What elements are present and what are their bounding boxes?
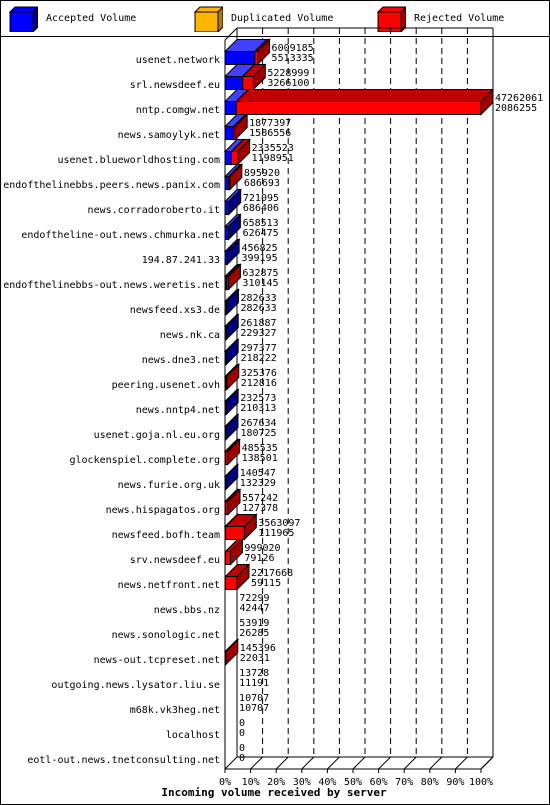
category-label: news.nntp4.net: [135, 405, 220, 416]
bar-rejected: [236, 90, 493, 115]
category-label: news.netfront.net: [117, 580, 220, 591]
tick-label: 40%: [318, 777, 337, 788]
value-label-offered: 282633: [240, 293, 277, 304]
value-label-accepted: 138501: [241, 453, 278, 464]
category-label: newsfeed.xs3.de: [129, 305, 220, 316]
bar-accepted-side: [226, 340, 238, 365]
tick-label: 100%: [468, 777, 494, 788]
bar-accepted-front: [225, 177, 229, 190]
bar-rejected-front: [234, 127, 236, 140]
bar-accepted-front: [225, 302, 227, 315]
x-ticks: [3, 43, 543, 788]
bar-rejected-front: [227, 277, 229, 290]
bar-accepted-front: [225, 327, 226, 340]
axis-left-depth: [225, 28, 237, 40]
bar-accepted: [225, 340, 238, 365]
bar-accepted-front: [225, 202, 229, 215]
value-label-accepted: 127378: [242, 503, 279, 514]
bar-accepted-side: [226, 415, 238, 440]
value-label-accepted: 282633: [240, 303, 277, 314]
value-label-accepted: 0: [239, 728, 246, 739]
value-label-accepted: 1586556: [249, 128, 292, 139]
value-label-accepted: 626475: [242, 228, 279, 239]
value-label-offered: 232573: [240, 393, 277, 404]
category-label: endofthelinebbs.peers.news.panix.com: [3, 180, 220, 191]
bar-rejected: [226, 515, 257, 540]
bar-rejected-front: [231, 152, 237, 165]
bar-accepted-front: [225, 227, 228, 240]
value-label-offered: 6009185: [271, 43, 314, 54]
value-label-offered: 0: [239, 743, 246, 754]
value-label-accepted: 79126: [244, 553, 275, 564]
value-label-offered: 72299: [239, 593, 270, 604]
category-label: outgoing.news.lysator.liu.se: [51, 680, 220, 691]
value-label-offered: 658513: [242, 218, 279, 229]
value-label-accepted: 399195: [241, 253, 278, 264]
value-label-offered: 13728: [239, 668, 270, 679]
category-label: news.dne3.net: [141, 355, 220, 366]
category-label: news.corradoroberto.it: [87, 205, 220, 216]
category-label: 194.87.241.33: [141, 255, 220, 266]
bar-accepted: [225, 390, 238, 415]
value-label-accepted: 26285: [239, 628, 270, 639]
legend-label-rejected: Rejected Volume: [414, 12, 505, 24]
value-label-accepted: 22031: [239, 653, 270, 664]
category-label: usenet.network: [135, 55, 220, 66]
value-label-offered: 3563097: [258, 518, 301, 529]
category-label: news.nk.ca: [159, 330, 220, 341]
category-label: nntp.comgw.net: [135, 105, 220, 116]
bar-rejected-side: [226, 640, 238, 665]
bar-rejected-front: [225, 652, 226, 665]
value-label-offered: 895920: [243, 168, 280, 179]
category-label: peering.usenet.ovh: [111, 380, 220, 391]
category-label: glockenspiel.complete.org: [69, 455, 220, 466]
bar-rejected-front: [229, 177, 230, 190]
category-label: news.hispagatos.org: [105, 505, 220, 516]
bar-accepted-front: [225, 127, 234, 140]
tick-depth: [481, 757, 493, 769]
value-label-accepted: 59115: [251, 578, 282, 589]
value-label-accepted: 5513335: [271, 53, 314, 64]
value-label-offered: 10707: [239, 693, 270, 704]
value-label-accepted: 11191: [239, 678, 270, 689]
tick-depth: [327, 757, 339, 769]
bar-rejected: [225, 565, 249, 590]
category-label: eotl-out.news.tnetconsulting.net: [27, 755, 220, 766]
category-label: news.bbs.nz: [153, 605, 220, 616]
value-label-accepted: 111965: [258, 528, 295, 539]
category-label: news.samoylyk.net: [117, 130, 220, 141]
category-label: endoftheline-out.news.chmurka.net: [21, 230, 220, 241]
category-label: usenet.goja.nl.eu.org: [93, 430, 220, 441]
value-label-offered: 557242: [242, 493, 279, 504]
tick-depth: [251, 757, 263, 769]
bar-accepted-front: [225, 77, 243, 90]
category-label: newsfeed.bofh.team: [111, 530, 220, 541]
tick-label: 90%: [446, 777, 465, 788]
bar-accepted-side: [226, 465, 238, 490]
value-label-offered: 267634: [240, 418, 277, 429]
legend-label-duplicated: Duplicated Volume: [231, 12, 334, 24]
bar-accepted-front: [225, 352, 226, 365]
bar-rejected-front: [255, 52, 258, 65]
value-label-accepted: 229327: [240, 328, 277, 339]
x-axis-label: Incoming volume received by server: [161, 786, 387, 799]
bar-rejected-front: [225, 552, 230, 565]
value-label-accepted: 210313: [240, 403, 277, 414]
bar-rejected-front: [226, 377, 227, 390]
value-label-offered: 456825: [241, 243, 278, 254]
bar-accepted-side: [226, 315, 238, 340]
value-label-offered: 2217668: [251, 568, 294, 579]
bar-accepted: [225, 465, 238, 490]
category-label: localhost: [165, 730, 220, 741]
bar-accepted-front: [225, 477, 226, 490]
bar-accepted: [225, 315, 238, 340]
bar-accepted-front: [225, 52, 255, 65]
value-label-offered: 632875: [242, 268, 279, 279]
tick-label: 50%: [343, 777, 363, 788]
bar-rejected: [225, 540, 242, 565]
bar-rejected-top: [236, 90, 493, 102]
value-label-offered: 261887: [240, 318, 277, 329]
value-label-offered: 53919: [239, 618, 270, 629]
category-label: usenet.blueworldhosting.com: [57, 155, 220, 166]
value-label-accepted: 132329: [239, 478, 276, 489]
value-label-accepted: 3266100: [267, 78, 310, 89]
value-label-accepted: 218222: [240, 353, 277, 364]
tick-label: 60%: [369, 777, 388, 788]
legend-label-accepted: Accepted Volume: [46, 12, 137, 24]
tick-depth: [430, 757, 442, 769]
value-label-offered: 47262061: [495, 93, 544, 104]
category-label: srv.newsdeef.eu: [129, 555, 220, 566]
value-label-accepted: 10707: [239, 703, 270, 714]
tick-depth: [302, 757, 314, 769]
value-label-accepted: 1198951: [251, 153, 294, 164]
value-label-offered: 297377: [240, 343, 277, 354]
value-label-accepted: 310145: [242, 278, 279, 289]
value-label-offered: 140547: [239, 468, 276, 479]
tick-label: 30%: [292, 777, 311, 788]
bar-accepted: [225, 215, 240, 240]
value-label-offered: 1877397: [249, 118, 292, 129]
value-label-offered: 145396: [239, 643, 276, 654]
tick-depth: [404, 757, 416, 769]
bar-accepted: [225, 190, 241, 215]
bar-rejected-front: [226, 502, 228, 515]
tick-depth: [225, 757, 237, 769]
category-label: endofthelinebbs-out.news.weretis.net: [3, 280, 220, 291]
bar-accepted: [225, 415, 238, 440]
bar-accepted-front: [225, 252, 227, 265]
bar-rejected-front: [225, 577, 237, 590]
bar-rejected-front: [236, 102, 481, 115]
value-label-offered: 2335523: [251, 143, 294, 154]
tick-depth: [455, 757, 467, 769]
bar-rejected: [225, 640, 238, 665]
tick-label: 80%: [420, 777, 439, 788]
bar-accepted-front: [225, 152, 231, 165]
tick-label: 20%: [267, 777, 286, 788]
bar-accepted-front: [225, 402, 226, 415]
tick-label: 0%: [218, 777, 232, 788]
value-label-offered: 999020: [244, 543, 281, 554]
value-label-offered: 5228999: [267, 68, 310, 79]
value-label-accepted: 2086255: [495, 103, 538, 114]
value-label-accepted: 0: [239, 753, 246, 764]
category-label: news.sonologic.net: [111, 630, 220, 641]
value-label-accepted: 686406: [242, 203, 280, 214]
value-label-offered: 485535: [241, 443, 278, 454]
tick-label: 70%: [395, 777, 414, 788]
value-label-offered: 325376: [240, 368, 277, 379]
value-label-offered: 721095: [242, 193, 280, 204]
value-label-accepted: 180725: [240, 428, 277, 439]
tick-depth: [276, 757, 288, 769]
value-label-accepted: 686693: [243, 178, 280, 189]
category-label: srl.newsdeef.eu: [129, 80, 220, 91]
tick-depth: [353, 757, 365, 769]
category-label: news.furie.org.uk: [117, 480, 220, 491]
bar-rejected-front: [226, 527, 245, 540]
category-label: m68k.vk3heg.net: [129, 705, 220, 716]
bar-accepted-front: [225, 102, 236, 115]
bar-rejected-front: [243, 77, 254, 90]
tick-label: 10%: [241, 777, 260, 788]
value-label-accepted: 212816: [240, 378, 277, 389]
bar-accepted-side: [226, 390, 238, 415]
category-label: news-out.tcpreset.net: [93, 655, 220, 666]
value-label-offered: 0: [239, 718, 246, 729]
bar-rejected-front: [226, 452, 228, 465]
tick-depth: [379, 757, 391, 769]
bar-accepted-front: [225, 427, 226, 440]
value-label-accepted: 42447: [239, 603, 270, 614]
